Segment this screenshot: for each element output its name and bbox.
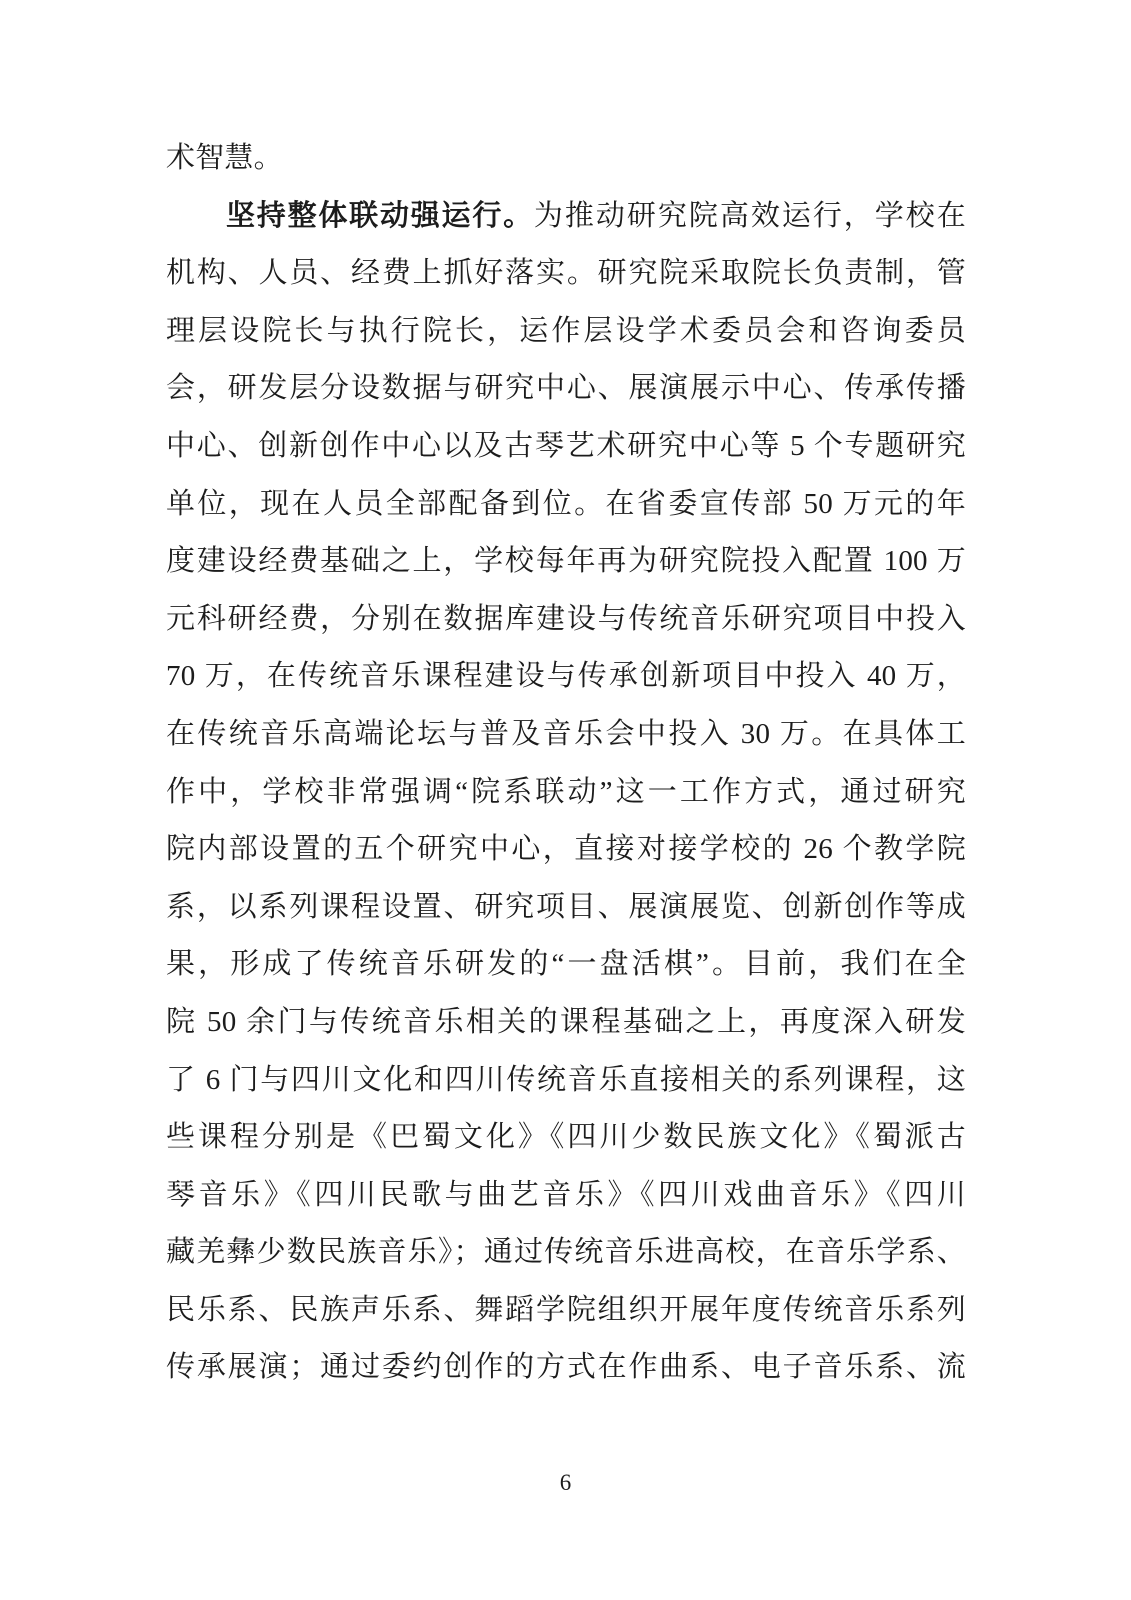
text-line [166,303,966,361]
text-line [166,1339,966,1397]
text-line [166,533,966,591]
text-line [166,994,966,1052]
text-line [166,360,966,418]
text-line [166,418,966,476]
paragraph-heading: 坚持整体联动强运行。 [226,199,534,232]
page-number: 6 [559,1470,572,1495]
text-line [166,879,966,937]
text-line [166,706,966,764]
text-line [166,1282,966,1340]
text-run: 了 6 门与四川文化和四川传统音乐直接相关的系列课程，这 [166,1063,966,1096]
text-run: 院 50 余门与传统音乐相关的课程基础之上，再度深入研发 [166,1005,966,1038]
text-line [166,648,966,706]
text-line [166,476,966,534]
text-run: 琴音乐》《四川民歌与曲艺音乐》《四川戏曲音乐》《四川 [166,1178,966,1211]
text-run: 单位，现在人员全部配备到位。在省委宣传部 50 万元的年 [166,487,966,520]
text-run: 民乐系、民族声乐系、舞蹈学院组织开展年度传统音乐系列 [166,1293,966,1326]
text-run: 元科研经费，分别在数据库建设与传统音乐研究项目中投入 [166,602,966,635]
text-run: 些课程分别是《巴蜀文化》《四川少数民族文化》《蜀派古 [166,1121,966,1154]
text-line [166,130,966,188]
text-run: 70 万，在传统音乐课程建设与传承创新项目中投入 40 万， [166,660,966,693]
text-run: 在传统音乐高端论坛与普及音乐会中投入 30 万。在具体工 [166,717,966,750]
text-line [166,936,966,994]
text-line [166,1052,966,1110]
text-run: 度建设经费基础之上，学校每年再为研究院投入配置 100 万 [166,545,966,578]
text-line [166,1109,966,1167]
text-run: 藏羌彝少数民族音乐》；通过传统音乐进高校，在音乐学系、 [166,1236,966,1269]
text-run: 机构、人员、经费上抓好落实。研究院采取院长负责制，管 [166,257,966,290]
text-run: 理层设院长与执行院长，运作层设学术委员会和咨询委员 [166,314,966,347]
text-line [166,188,966,246]
text-run: 会，研发层分设数据与研究中心、展演展示中心、传承传播 [166,372,966,405]
text-line [166,591,966,649]
text-run: 术智慧。 [166,142,283,174]
text-run: 中心、创新创作中心以及古琴艺术研究中心等 5 个专题研究 [166,429,966,462]
text-line [166,764,966,822]
text-line [166,821,966,879]
text-run: 传承展演；通过委约创作的方式在作曲系、电子音乐系、流 [166,1351,966,1384]
text-line [166,245,966,303]
text-run: 院内部设置的五个研究中心，直接对接学校的 26 个教学院 [166,833,966,866]
text-run: 果，形成了传统音乐研发的“一盘活棋”。目前，我们在全 [166,948,966,981]
document-body [166,130,966,1397]
text-line [166,1224,966,1282]
text-run: 为推动研究院高效运行，学校在 [533,199,966,232]
text-run: 作中，学校非常强调“院系联动”这一工作方式，通过研究 [166,775,966,808]
text-run: 系，以系列课程设置、研究项目、展演展览、创新创作等成 [166,890,966,923]
text-line [166,1167,966,1225]
